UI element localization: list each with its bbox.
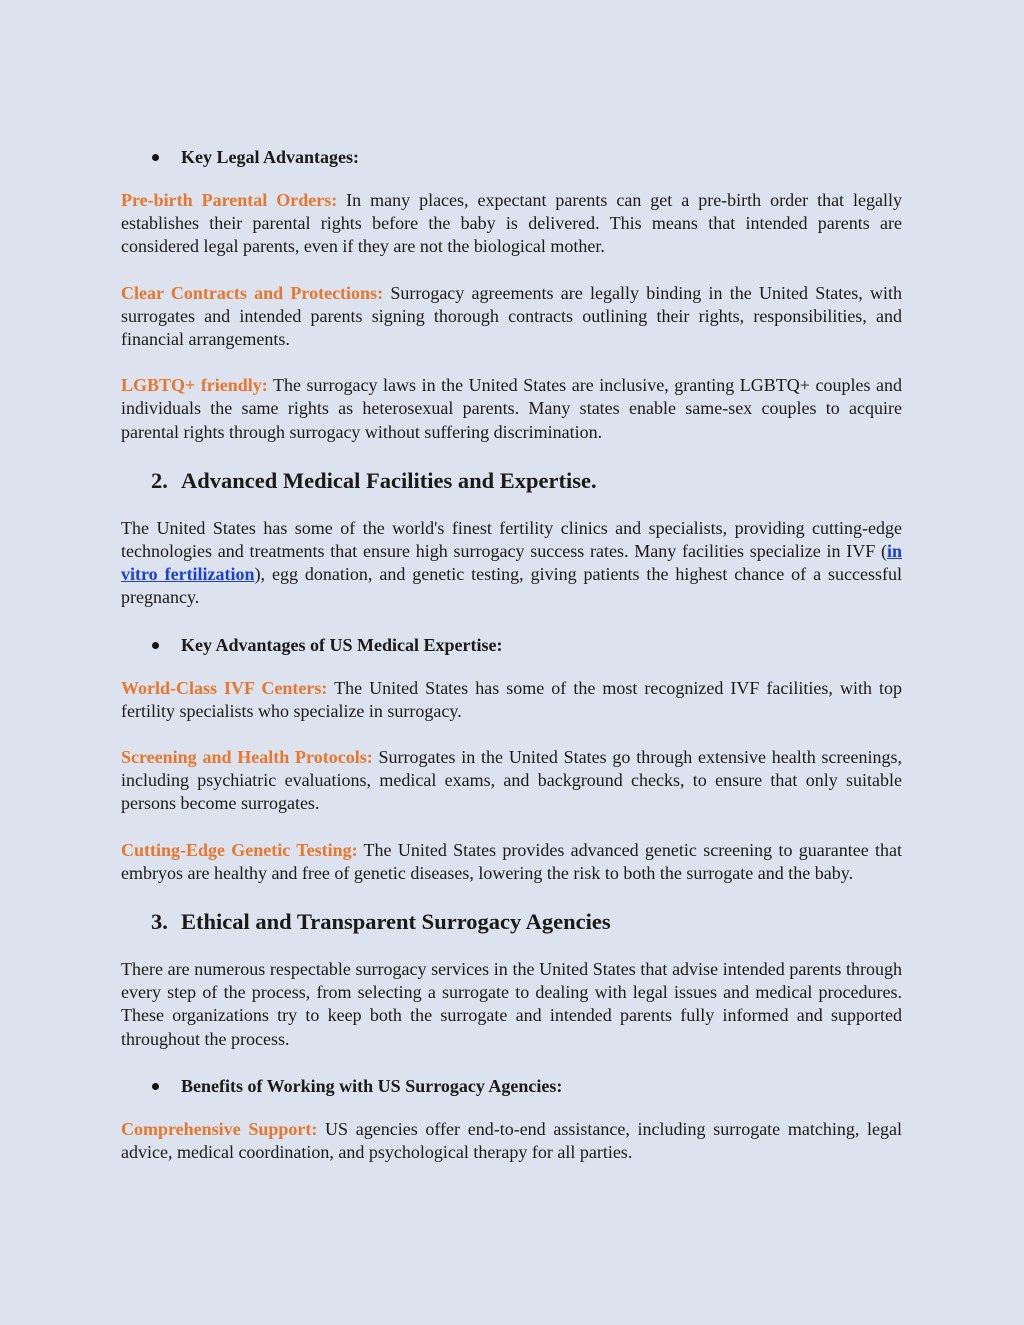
item-text: In many places, expectant parents can get a pre-birth order that legally establishes their parental rights before the baby is delivered. This means that intended parents are considered legal parents, even if they are not the biological mother. (121, 190, 902, 257)
item-lead: Screening and Health Protocols: (121, 747, 373, 768)
bullet-dot-icon (152, 1083, 159, 1090)
item-text: The United States provides advanced genetic screening to guarantee that embryos are healthy and free of genetic diseases, lowering the risk to both the surrogate and the baby. (121, 839, 902, 883)
intro-text-before: The United States has some of the world's finest fertility clinics and specialists, providing cutting-edge technologies and treatments that ensure high surrogacy success rates. Many facilities specialize in IVF ( (121, 517, 902, 562)
item-text: Surrogacy agreements are legally binding in the United States, with surrogates and intended parents signing thorough contracts outlining their rights, responsibilities, and financial arrangements. (121, 282, 902, 350)
medical-item-genetic-testing (121, 839, 902, 885)
bullet-key-legal-advantages (121, 145, 902, 169)
section-heading-agencies (121, 908, 902, 936)
ivf-link[interactable]: in vitro fertilization (121, 541, 902, 585)
section-intro-agencies: There are numerous respectable surrogacy services in the United States that advise intended parents through every step of the process, from selecting a surrogate to dealing with legal issues and medical procedures. These organizations try to keep both the surrogate and intended parents fully informed and supported throughout the process. (121, 959, 902, 1049)
item-lead: Pre-birth Parental Orders: (121, 190, 338, 210)
legal-item-clear-contracts (121, 282, 902, 352)
item-lead: Cutting-Edge Genetic Testing: (121, 839, 358, 860)
bullet-dot-icon (152, 642, 159, 649)
document-content (121, 145, 902, 1187)
item-lead: LGBTQ+ friendly: (121, 375, 268, 396)
bullet-label: Key Legal Advantages: (181, 147, 359, 167)
medical-item-ivf-centers (121, 677, 902, 723)
bullet-key-medical-advantages (121, 633, 902, 657)
section-intro-medical (121, 517, 902, 610)
item-lead: Clear Contracts and Protections: (121, 282, 384, 303)
section-heading-medical (121, 467, 902, 495)
bullet-agency-benefits (121, 1074, 902, 1098)
item-text: US agencies offer end-to-end assistance, including surrogate matching, legal advice, medical coordination, and psychological therapy for all parties. (121, 1118, 902, 1163)
section-title: Ethical and Transparent Surrogacy Agencies (181, 909, 611, 935)
item-lead: Comprehensive Support: (121, 1118, 318, 1139)
medical-item-screening (121, 746, 902, 816)
bullet-label: Benefits of Working with US Surrogacy Agencies: (181, 1075, 563, 1096)
section-title: Advanced Medical Facilities and Expertise. (181, 467, 597, 493)
section-number: 3. (151, 909, 168, 935)
item-text: The surrogacy laws in the United States are inclusive, granting LGBTQ+ couples and individuals the same rights as heterosexual parents. Many states enable same-sex couples to acquire parental rights through surrogacy without suffering discrimination. (121, 375, 902, 442)
bullet-dot-icon (152, 154, 159, 161)
legal-item-lgbtq-friendly (121, 374, 902, 444)
agency-item-comprehensive-support (121, 1118, 902, 1164)
section-number: 2. (151, 467, 168, 493)
legal-item-prebirth-orders (121, 189, 902, 259)
intro-text-after: ), egg donation, and genetic testing, giving patients the highest chance of a successful pregnancy. (121, 564, 903, 608)
bullet-label: Key Advantages of US Medical Expertise: (181, 634, 503, 655)
item-lead: World-Class IVF Centers: (121, 677, 328, 698)
item-text: The United States has some of the most recognized IVF facilities, with top fertility specialists who specialize in surrogacy. (121, 677, 902, 721)
item-text: Surrogates in the United States go through extensive health screenings, including psychiatric evaluations, medical exams, and background checks, to ensure that only suitable persons become surrogates. (121, 747, 902, 814)
